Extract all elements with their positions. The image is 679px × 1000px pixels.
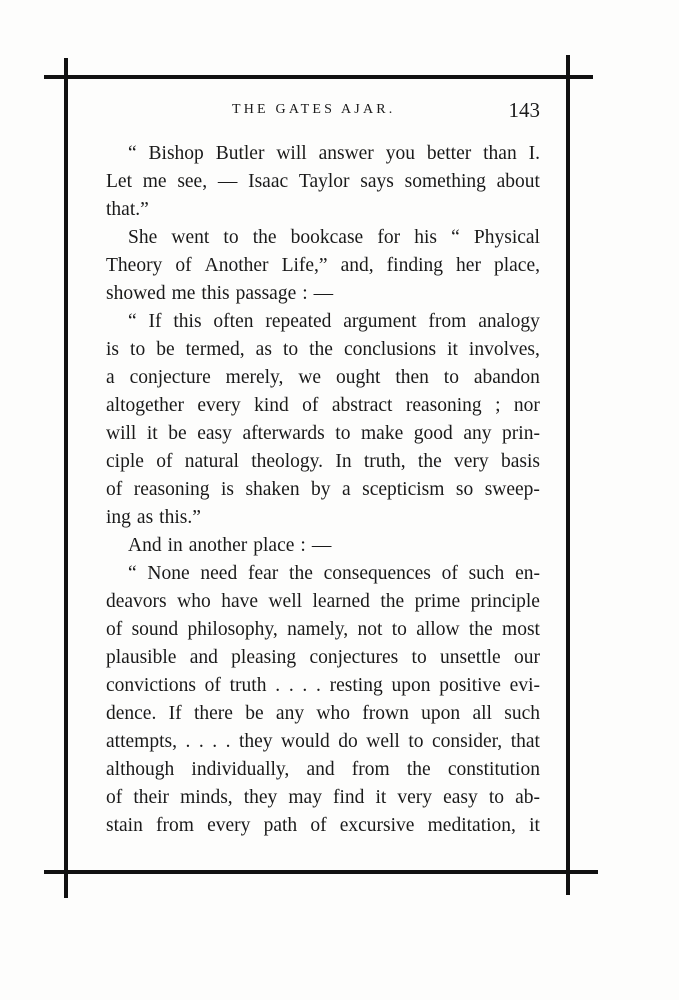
text-word: place, [493, 255, 540, 276]
text-line [106, 700, 540, 728]
text-word: the [468, 619, 493, 640]
text-word: ; [495, 395, 501, 416]
text-word: every [197, 395, 241, 416]
text-word: theology. [251, 451, 324, 472]
text-word: to [408, 731, 424, 752]
text-line [106, 364, 540, 392]
text-word: a [342, 479, 351, 500]
text-word: upon [421, 703, 461, 724]
text-word: sweep- [484, 479, 540, 500]
text-word: although [106, 759, 175, 780]
text-word: often [213, 311, 254, 332]
text-word: be [156, 339, 175, 360]
text-word: deavors [106, 591, 167, 612]
text-word: “ [128, 143, 137, 164]
text-word: this [201, 283, 230, 304]
text-word: truth [229, 675, 267, 696]
text-word: easy [443, 787, 478, 808]
text-word: “ [451, 227, 460, 248]
text-word: to [130, 339, 146, 360]
text-line [106, 224, 540, 252]
text-word: : [302, 283, 308, 304]
text-word: finding [386, 255, 444, 276]
text-word: from [428, 311, 467, 332]
text-word: to [223, 227, 239, 248]
text-word: ing [106, 507, 131, 528]
text-word: resting [329, 675, 383, 696]
text-word: minds, [180, 787, 233, 808]
text-word: says [360, 171, 394, 192]
text-word: it [146, 423, 158, 444]
text-word: who [316, 703, 350, 724]
text-line [106, 448, 540, 476]
text-word: the [406, 759, 431, 780]
text-word: the [417, 451, 442, 472]
running-title: THE GATES AJAR. [232, 102, 396, 117]
text-word: natural [184, 451, 239, 472]
frame-rule-right [566, 55, 570, 895]
text-word: Theory [106, 255, 163, 276]
text-word: Bishop [148, 143, 204, 164]
text-word: of [204, 675, 221, 696]
text-word: the [252, 227, 277, 248]
text-word: consequences [323, 563, 431, 584]
text-word: for [377, 227, 401, 248]
text-word: attempts, [106, 731, 177, 752]
text-word: our [513, 647, 540, 668]
text-word: of [441, 563, 458, 584]
text-word: ab- [515, 787, 540, 808]
text-word: . [198, 731, 204, 752]
text-word: be [245, 703, 264, 724]
text-word: than [483, 143, 517, 164]
text-word: reasoning [405, 395, 482, 416]
text-line [106, 560, 540, 588]
text-word: positive [439, 675, 501, 696]
text-word: another [188, 535, 248, 556]
text-word: I. [528, 143, 540, 164]
text-word: most [502, 619, 540, 640]
text-word: reasoning [133, 479, 210, 500]
text-word: — [313, 283, 334, 304]
text-word: to [335, 423, 351, 444]
text-word: in [167, 535, 183, 556]
text-word: me [171, 283, 196, 304]
text-word: Another [204, 255, 269, 276]
text-word: repeated [265, 311, 332, 332]
text-word: sound [131, 619, 179, 640]
text-word: see, [177, 171, 208, 192]
text-word: truth, [363, 451, 406, 472]
text-word: Life,” [281, 255, 328, 276]
text-word: you [385, 143, 415, 164]
text-word: any [463, 423, 492, 444]
text-word: consider, [432, 731, 503, 752]
text-word: prin- [502, 423, 540, 444]
text-word: . [225, 731, 231, 752]
text-line [106, 420, 540, 448]
text-word: would [281, 731, 330, 752]
text-word: her [456, 255, 481, 276]
text-line [106, 196, 540, 224]
text-line [106, 672, 540, 700]
text-word: altogether [106, 395, 184, 416]
text-word: do [338, 731, 358, 752]
text-word: his [414, 227, 437, 248]
text-word: unsettle [440, 647, 501, 668]
text-word: constitution [447, 759, 540, 780]
text-word: the [289, 563, 313, 584]
text-word: a [106, 367, 115, 388]
text-word: and [306, 759, 335, 780]
text-word: shaken [245, 479, 300, 500]
text-word: Let [106, 171, 132, 192]
text-line [106, 392, 540, 420]
text-word: need [200, 563, 238, 584]
text-word: it [447, 339, 458, 360]
text-line [106, 504, 540, 532]
text-word: of [156, 451, 173, 472]
text-word: individually, [191, 759, 290, 780]
text-word: is [106, 339, 120, 360]
text-word: well [366, 731, 400, 752]
text-word: by [311, 479, 331, 500]
text-word: place [253, 535, 295, 556]
text-line [106, 252, 540, 280]
text-word: make [361, 423, 404, 444]
text-word: may [288, 787, 322, 808]
text-word: passage [235, 283, 297, 304]
text-word: en- [515, 563, 540, 584]
text-word: learned [312, 591, 370, 612]
text-word: conjecture [129, 367, 211, 388]
text-word: — [217, 171, 238, 192]
text-word: find [333, 787, 365, 808]
text-word: easy [197, 423, 232, 444]
text-word: and [189, 647, 218, 668]
text-word: all [472, 703, 492, 724]
text-word: Isaac [248, 171, 289, 192]
text-word: me [142, 171, 167, 192]
text-word: plausible [106, 647, 177, 668]
text-word: “ [128, 563, 137, 584]
text-word: the [309, 339, 333, 360]
text-word: very [454, 451, 489, 472]
text-line [106, 728, 540, 756]
text-word: excursive [339, 815, 415, 836]
text-word: principle [470, 591, 540, 612]
text-word: is [220, 479, 234, 500]
text-word: And [128, 535, 162, 556]
text-word: to [411, 647, 427, 668]
text-word: nor [513, 395, 540, 416]
body-text [106, 140, 540, 840]
text-word: Physical [473, 227, 540, 248]
text-line [106, 532, 540, 560]
text-word: something [404, 171, 486, 192]
text-word: will [106, 423, 137, 444]
text-word: of [175, 255, 192, 276]
text-word: abstract [331, 395, 393, 416]
text-word: — [311, 535, 332, 556]
text-word: upon [391, 675, 431, 696]
text-word: . [275, 675, 281, 696]
text-line [106, 588, 540, 616]
text-word: about [496, 171, 540, 192]
text-word: allow [416, 619, 460, 640]
text-word: then [395, 367, 429, 388]
text-word: from [351, 759, 390, 780]
text-word: ought [335, 367, 381, 388]
text-word: abandon [473, 367, 540, 388]
text-word: their [133, 787, 170, 808]
text-word: If [168, 703, 182, 724]
text-word: of [310, 815, 327, 836]
page-header [105, 98, 540, 128]
text-word: Taylor [298, 171, 350, 192]
text-word: argument [343, 311, 417, 332]
text-word: to [443, 367, 459, 388]
text-word: will [276, 143, 307, 164]
frame-rule-left [64, 58, 68, 898]
text-word: from [156, 815, 194, 836]
text-line [106, 812, 540, 840]
text-word: showed [106, 283, 166, 304]
text-word: the [380, 591, 405, 612]
text-word: . [316, 675, 321, 696]
text-word: . [288, 675, 294, 696]
text-word: to [391, 619, 407, 640]
text-word: we [298, 367, 322, 388]
text-word: such [504, 703, 540, 724]
text-line [106, 476, 540, 504]
text-word: dence. [106, 703, 157, 724]
text-word: “ [128, 311, 137, 332]
text-word: as [255, 339, 272, 360]
page-number: 143 [508, 98, 540, 122]
text-word: namely, [287, 619, 349, 640]
text-word: so [455, 479, 474, 500]
text-word: to [282, 339, 299, 360]
text-word: not [357, 619, 383, 640]
text-word: conjectures [309, 647, 399, 668]
text-word: In [335, 451, 352, 472]
text-word: this [173, 311, 202, 332]
text-word: this.” [159, 507, 201, 528]
text-word: prime [414, 591, 461, 612]
text-word: they [243, 787, 278, 808]
text-word: None [147, 563, 190, 584]
text-word: and, [340, 255, 374, 276]
text-line [106, 308, 540, 336]
text-word: have [221, 591, 258, 612]
text-word: afterwards [242, 423, 325, 444]
text-word: went [171, 227, 210, 248]
text-word: such [468, 563, 505, 584]
frame-rule-top [44, 75, 593, 79]
text-line [106, 616, 540, 644]
text-word: of [106, 787, 123, 808]
text-word: that.” [106, 199, 149, 220]
text-word: conclusions [343, 339, 437, 360]
text-line [106, 784, 540, 812]
text-word: it [529, 815, 540, 836]
text-word: termed, [185, 339, 245, 360]
text-word: ciple [106, 451, 144, 472]
text-word: good [413, 423, 453, 444]
text-word: pleasing [231, 647, 297, 668]
text-word: stain [106, 815, 143, 836]
text-word: evi- [509, 675, 540, 696]
text-word: of [106, 619, 123, 640]
text-word: analogy [478, 311, 540, 332]
text-line [106, 140, 540, 168]
text-word: be [168, 423, 187, 444]
text-word: bookcase [290, 227, 364, 248]
text-word: If [148, 311, 162, 332]
text-word: . [212, 731, 218, 752]
text-word: Butler [215, 143, 265, 164]
text-word: : [300, 535, 306, 556]
text-word: they [238, 731, 273, 752]
text-word: fear [247, 563, 279, 584]
text-line [106, 336, 540, 364]
text-word: answer [318, 143, 374, 164]
text-word: to [488, 787, 505, 808]
text-word: philosophy, [187, 619, 278, 640]
text-word: better [426, 143, 472, 164]
text-word: merely, [225, 367, 284, 388]
text-word: . [185, 731, 191, 752]
text-word: there [193, 703, 233, 724]
text-word: She [128, 227, 158, 248]
text-word: path [263, 815, 298, 836]
text-word: of [302, 395, 319, 416]
text-word: convictions [106, 675, 196, 696]
text-word: kind [254, 395, 289, 416]
text-word: every [207, 815, 251, 836]
text-word: basis [500, 451, 540, 472]
text-line [106, 644, 540, 672]
text-word: who [177, 591, 211, 612]
frame-rule-bottom [44, 870, 598, 874]
text-word: any [275, 703, 305, 724]
text-line [106, 756, 540, 784]
text-word: frown [362, 703, 409, 724]
text-line [106, 168, 540, 196]
text-word: . [302, 675, 308, 696]
text-word: meditation, [427, 815, 516, 836]
text-word: that [510, 731, 540, 752]
text-line [106, 280, 540, 308]
text-word: of [106, 479, 123, 500]
text-word: very [397, 787, 433, 808]
text-word: it [375, 787, 387, 808]
text-word: as [136, 507, 154, 528]
text-word: involves, [468, 339, 540, 360]
text-word: scepticism [362, 479, 445, 500]
text-word: well [268, 591, 303, 612]
